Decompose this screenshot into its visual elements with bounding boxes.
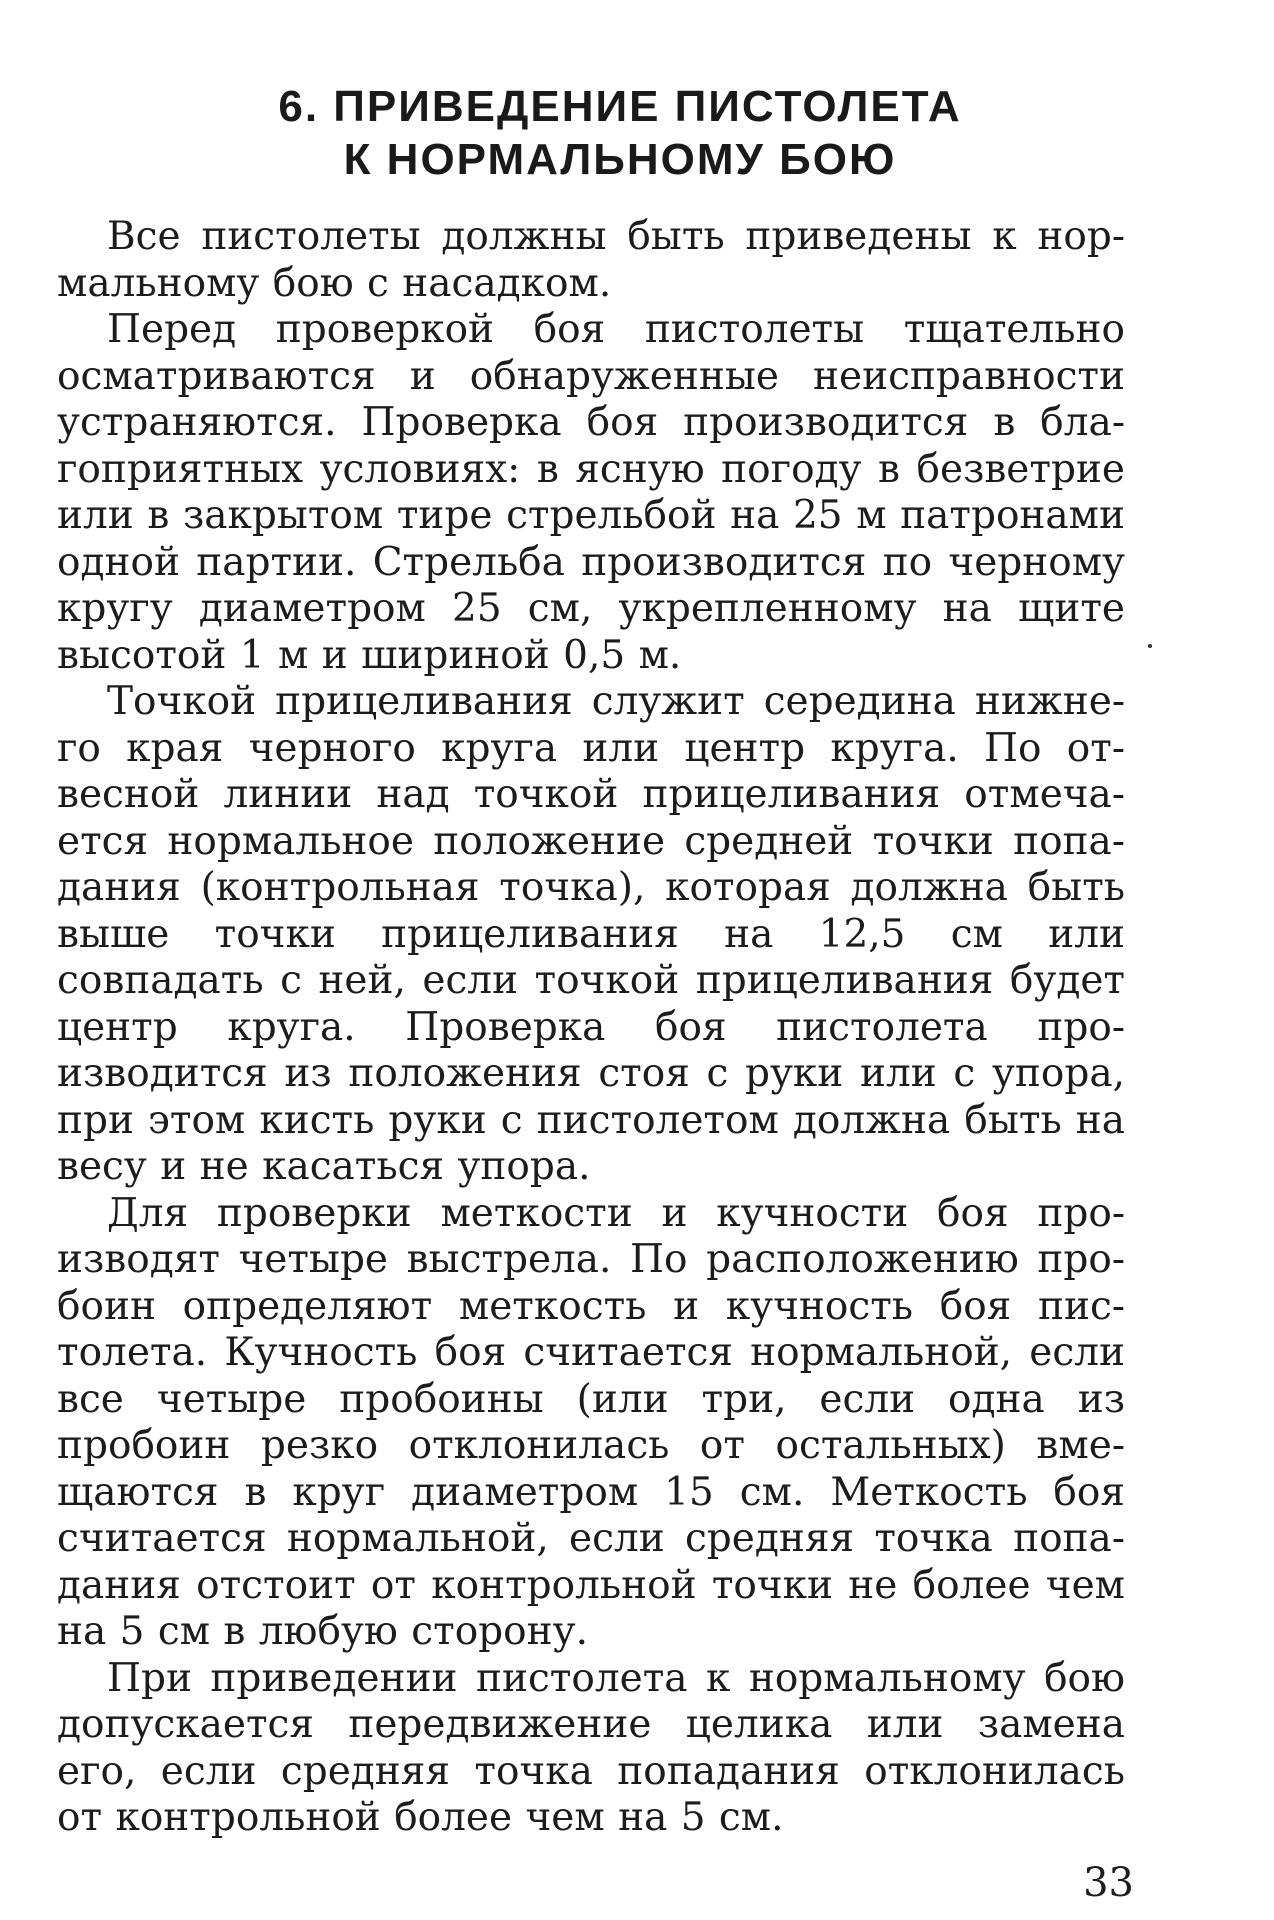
section-heading-line-2: К НОРМАЛЬНОМУ БОЮ xyxy=(343,135,897,184)
body-text xyxy=(57,214,1125,1842)
section-heading-line-1: 6. ПРИВЕДЕНИЕ ПИСТОЛЕТА xyxy=(278,82,962,131)
paragraph-4: Для проверки меткости и кучности боя производят четыре выстрела. По расположению пробоин определяют меткость и кучность боя пистолета. Кучность боя считается нормальной, если все четыре пробоины (или три, если одна из пробоин резко отклонилась от остальных) вмещаются в круг диаметром 15 см. Меткость боя считается нормальной, если средняя точка попадания отстоит от контрольной точки не более чем на 5 см в любую сторону. xyxy=(57,1190,1125,1654)
paragraph-5: При приведении пистолета к нормальному бою допускается передвижение целика или замена его, если средняя точка попадания отклонилась от контрольной более чем на 5 см. xyxy=(57,1655,1125,1840)
paragraph-2: Перед проверкой боя пистолеты тщательно осматриваются и обнаруженные неисправности устраняются. Проверка боя производится в благоприятных условиях: в ясную погоду в безветрие или в закрытом тире стрельбой на 25 м патронами одной партии. Стрельба производится по черному кругу диаметром 25 см, укрепленному на щите высотой 1 м и шириной 0,5 м. xyxy=(57,307,1125,678)
paragraph-1: Все пистолеты должны быть приведены к нормальному бою с насадком. xyxy=(57,214,1125,306)
page-number: 33 xyxy=(1083,1860,1134,1906)
print-speck xyxy=(1148,644,1152,648)
paragraph-3: Точкой прицеливания служит середина нижнего края черного круга или центр круга. По отвесной линии над точкой прицеливания отмечается нормальное положение средней точки попадания (контрольная точка), которая должна быть выше точки прицеливания на 12,5 см или совпадать с ней, если точкой прицеливания будет центр круга. Проверка боя пистолета производится из положения стоя с руки или с упора, при этом кисть руки с пистолетом должна быть на весу и не касаться упора. xyxy=(57,679,1125,1189)
